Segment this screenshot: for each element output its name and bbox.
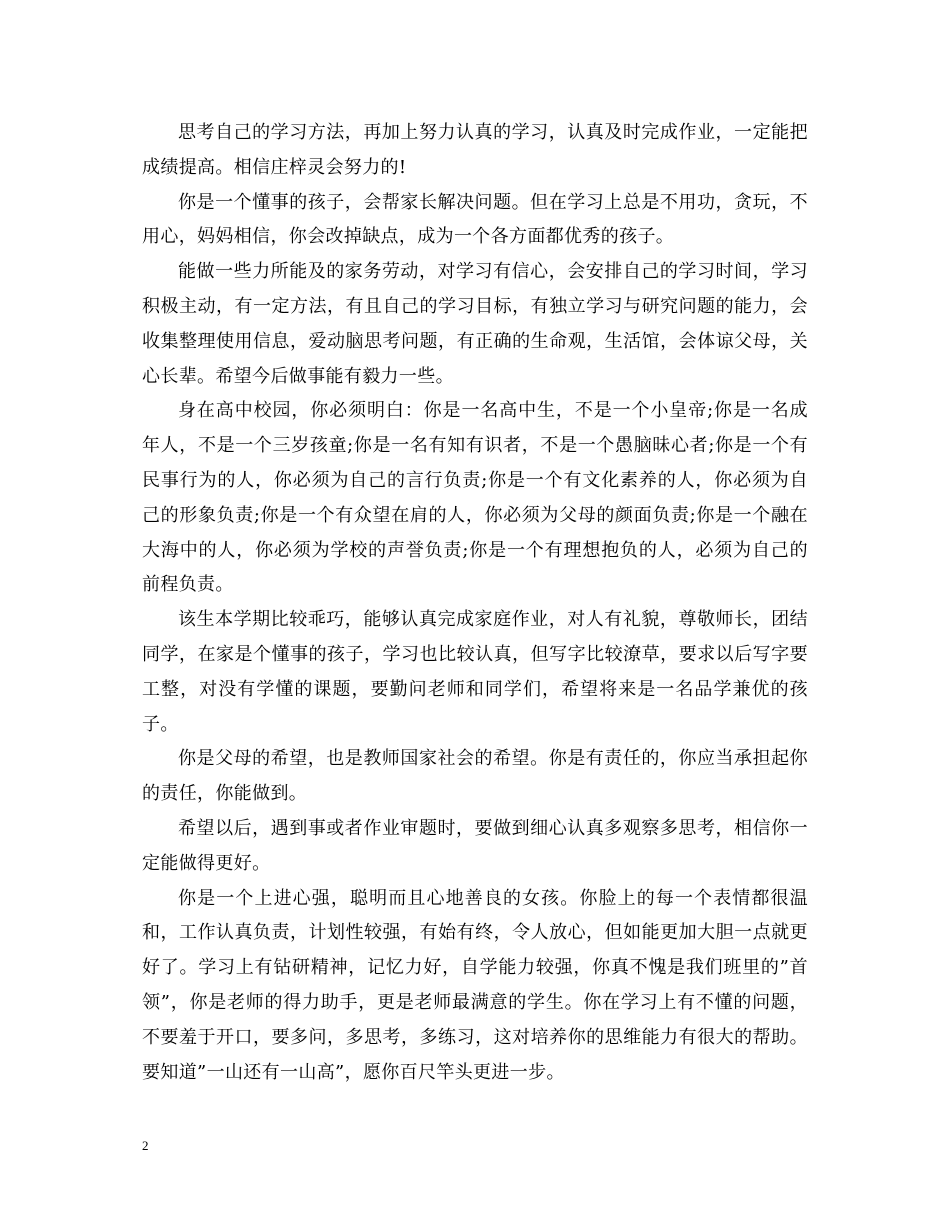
paragraph: 身在高中校园，你必须明白：你是一名高中生，不是一个小皇帝;你是一名成年人，不是一个三岁孩童;你是一名有知有识者，不是一个愚脑昧心者;你是一个有民事行为的人，你必须为自己的言行负责;你是一个有文化素养的人，你必须为自己的形象负责;你是一个有众望在肩的人，你必须为父母的颜面负责;你是一个融在大海中的人，你必须为学校的声誉负责;你是一个有理想抱负的人，必须为自己的前程负责。 <box>142 400 808 596</box>
paragraph: 该生本学期比较乖巧，能够认真完成家庭作业，对人有礼貌，尊敬师长，团结同学，在家是个懂事的孩子，学习也比较认真，但写字比较潦草，要求以后写字要工整，对没有学懂的课题，要勤问老师和同学们，希望将来是一名品学兼优的孩子。 <box>142 609 808 735</box>
paragraph: 你是父母的希望，也是教师国家社会的希望。你是有责任的，你应当承担起你的责任，你能做到。 <box>142 748 808 805</box>
paragraph: 思考自己的学习方法，再加上努力认真的学习，认真及时完成作业，一定能把成绩提高。相信庄梓灵会努力的! <box>142 122 808 178</box>
page-number: 2 <box>142 1138 149 1153</box>
paragraph: 希望以后，遇到事或者作业审题时，要做到细心认真多观察多思考，相信你一定能做得更好。 <box>142 817 808 874</box>
paragraph: 你是一个上进心强，聪明而且心地善良的女孩。你脸上的每一个表情都很温和，工作认真负责，计划性较强，有始有终，令人放心，但如能更加大胆一点就更好了。学习上有钻研精神，记忆力好，自学能力较强，你真不愧是我们班里的”首领”，你是老师的得力助手，更是老师最满意的学生。你在学习上有不懂的问题，不要羞于开口，要多问，多思考，多练习，这对培养你的思维能力有很大的帮助。要知道”一山还有一山高”，愿你百尺竿头更进一步。 <box>142 887 808 1083</box>
paragraph: 能做一些力所能及的家务劳动，对学习有信心，会安排自己的学习时间，学习积极主动，有一定方法，有且自己的学习目标，有独立学习与研究问题的能力，会收集整理使用信息，爱动脑思考问题，有正确的生命观，生活馆，会体谅父母，关心长辈。希望今后做事能有毅力一些。 <box>142 261 808 387</box>
document-body <box>142 116 808 1090</box>
paragraph: 你是一个懂事的孩子，会帮家长解决问题。但在学习上总是不用功，贪玩，不用心，妈妈相信，你会改掉缺点，成为一个各方面都优秀的孩子。 <box>142 191 808 248</box>
